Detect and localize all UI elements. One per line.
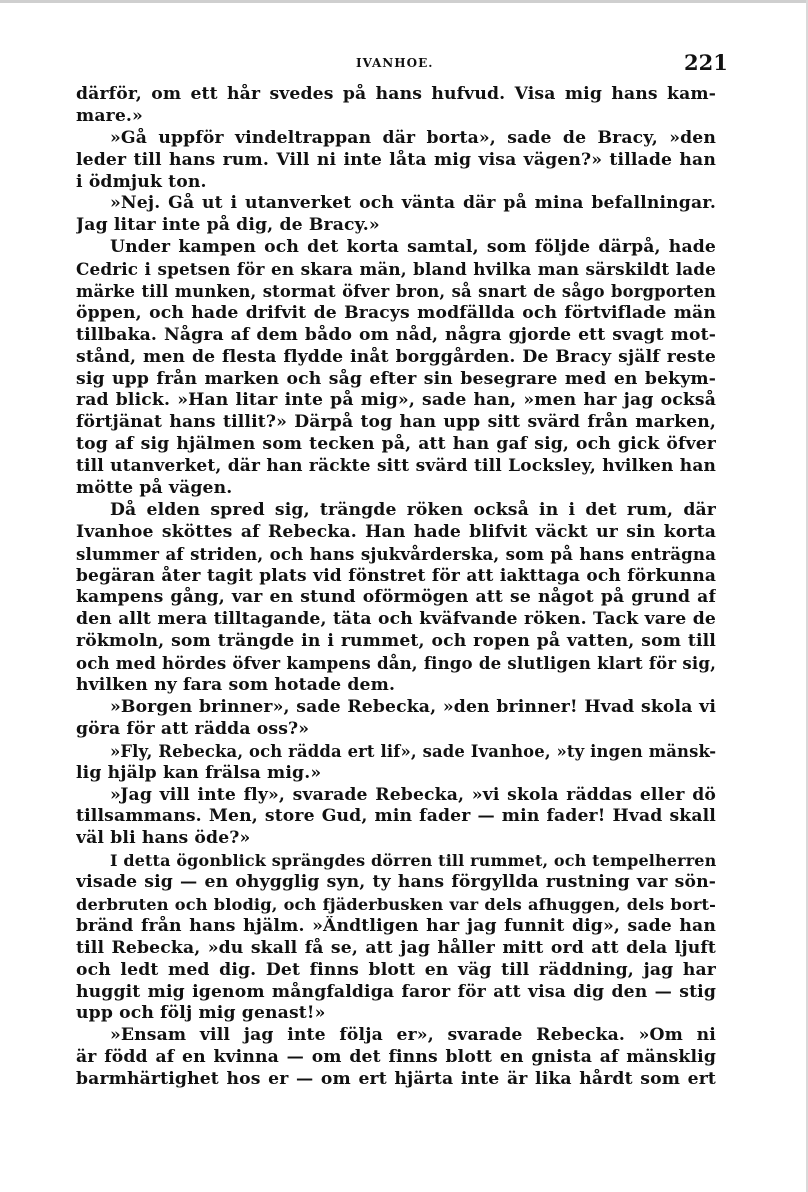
- text-line: Då elden spred sig, trängde röken också in i det rum, där: [110, 499, 716, 520]
- page-number: 221: [684, 50, 728, 75]
- text-line: »Jag vill inte fly», svarade Rebecka, »vi skola räddas eller dö: [110, 784, 716, 805]
- text-line: begäran åter tagit plats vid fönstret för att iakttaga och förkunna: [76, 565, 716, 586]
- text-line: huggit mig igenom mångfaldiga faror för att visa dig den — stig: [76, 981, 716, 1002]
- text-line: rökmoln, som trängde in i rummet, och ropen på vatten, som till: [76, 631, 716, 652]
- text-line: »Nej. Gå ut i utanverket och vänta där på mina befallningar.: [110, 193, 716, 214]
- text-line: och med hördes öfver kampens dån, fingo de slutligen klart för sig,: [76, 653, 716, 674]
- text-line: den allt mera tilltagande, täta och kväfvande röken. Tack vare de: [76, 609, 716, 630]
- text-line: barmhärtighet hos er — om ert hjärta inte är lika hårdt som ert: [76, 1069, 716, 1090]
- text-line: »Ensam vill jag inte följa er», svarade Rebecka. »Om ni: [110, 1025, 716, 1046]
- running-head: IVANHOE.: [356, 56, 434, 70]
- text-line: stånd, men de flesta flydde inåt borggården. De Bracy själf reste: [76, 346, 716, 367]
- text-line: leder till hans rum. Vill ni inte låta mig visa vägen?» tillade han: [76, 149, 716, 170]
- text-line: till utanverket, där han räckte sitt svärd till Locksley, hvilken han: [76, 456, 716, 477]
- text-line: upp och följ mig genast!»: [76, 1003, 326, 1024]
- text-line: Cedric i spetsen för en skara män, bland hvilka man särskildt lade: [76, 259, 716, 280]
- text-line: hvilken ny fara som hotade dem.: [76, 675, 396, 696]
- text-line: i ödmjuk ton.: [76, 171, 207, 192]
- text-line: öppen, och hade drifvit de Bracys modfällda och förtviflade män: [76, 302, 716, 323]
- text-line: märke till munken, stormat öfver bron, så snart de sågo borgporten: [76, 282, 716, 302]
- text-line: visade sig — en ohygglig syn, ty hans förgyllda rustning var sön-: [76, 872, 716, 893]
- text-line: göra för att rädda oss?»: [76, 718, 310, 739]
- text-line: »Fly, Rebecka, och rädda ert lif», sade Ivanhoe, »ty ingen mänsk-: [110, 741, 716, 761]
- text-line: Under kampen och det korta samtal, som följde därpå, hade: [110, 237, 716, 258]
- text-line: och ledt med dig. Det finns blott en väg till räddning, jag har: [76, 959, 716, 980]
- text-line: rad blick. »Han litar inte på mig», sade han, »men har jag också: [76, 390, 716, 411]
- text-line: lig hjälp kan frälsa mig.»: [76, 762, 322, 783]
- text-line: mare.»: [76, 105, 143, 126]
- text-line: mötte på vägen.: [76, 478, 233, 499]
- text-line: kampens gång, var en stund oförmögen att se något på grund af: [76, 587, 716, 608]
- text-line: förtjänat hans tillit?» Därpå tog han upp sitt svärd från marken,: [76, 412, 716, 433]
- text-line: till Rebecka, »du skall få se, att jag håller mitt ord att dela ljuft: [76, 937, 716, 958]
- text-line: sig upp från marken och såg efter sin besegrare med en bekym-: [76, 368, 716, 389]
- text-line: Ivanhoe sköttes af Rebecka. Han hade blifvit väckt ur sin korta: [76, 521, 716, 542]
- text-line: därför, om ett hår svedes på hans hufvud. Visa mig hans kam-: [76, 84, 716, 104]
- body-text: [76, 84, 716, 1091]
- text-line: I detta ögonblick sprängdes dörren till rummet, och tempelherren: [110, 851, 716, 871]
- text-line: tog af sig hjälmen som tecken på, att han gaf sig, och gick öfver: [76, 434, 716, 455]
- text-line: slummer af striden, och hans sjukvårderska, som på hans enträgna: [76, 543, 716, 564]
- text-line: Jag litar inte på dig, de Bracy.»: [76, 215, 380, 236]
- text-line: väl bli hans öde?»: [76, 828, 251, 849]
- text-line: »Gå uppför vindeltrappan där borta», sade de Bracy, »den: [110, 127, 716, 148]
- text-line: är född af en kvinna — om det finns blott en gnista af mänsklig: [76, 1047, 716, 1068]
- scan-edge-top: [0, 0, 808, 3]
- text-line: tillbaka. Några af dem bådo om nåd, några gjorde ett svagt mot-: [76, 324, 716, 345]
- text-line: tillsammans. Men, store Gud, min fader — min fader! Hvad skall: [76, 806, 716, 827]
- text-line: derbruten och blodig, och fjäderbusken var dels afhuggen, dels bort-: [76, 894, 716, 914]
- text-line: »Borgen brinner», sade Rebecka, »den brinner! Hvad skola vi: [110, 696, 716, 717]
- text-line: bränd från hans hjälm. »Ändtligen har jag funnit dig», sade han: [76, 915, 716, 936]
